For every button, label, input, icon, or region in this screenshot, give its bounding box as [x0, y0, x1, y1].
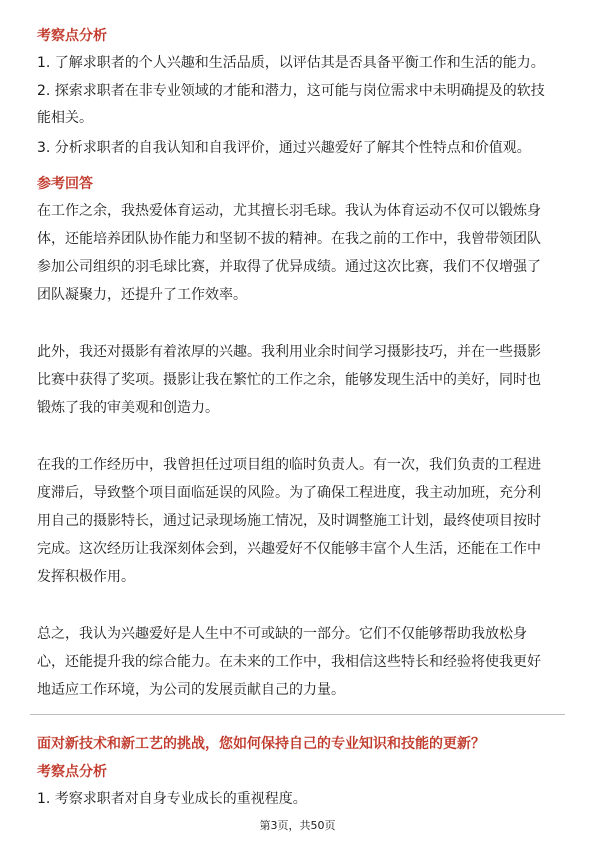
answer-line: 总之，我认为兴趣爱好是人生中不可或缺的一部分。它们不仅能够帮助我放松身 — [37, 626, 527, 642]
answer-line: 比赛中获得了奖项。摄影让我在繁忙的工作之余，能够发现生活中的美好，同时也 — [37, 372, 541, 388]
answer-line: 用自己的摄影特长，通过记录现场施工情况，及时调整施工计划，最终使项目按时 — [37, 513, 541, 529]
analysis-item: 能相关。 — [37, 110, 93, 126]
answer-line: 体，还能培养团队协作能力和坚韧不拔的精神。在我之前的工作中，我曾带领团队 — [37, 231, 541, 247]
answer-line: 心，还能提升我的综合能力。在未来的工作中，我相信这些特长和经验将使我更好 — [37, 654, 541, 670]
answer-line: 在工作之余，我热爱体育运动，尤其擅长羽毛球。我认为体育运动不仅可以锻炼身 — [37, 203, 541, 219]
analysis-item: 1. 了解求职者的个人兴趣和生活品质，以评估其是否具备平衡工作和生活的能力。 — [37, 55, 545, 71]
answer-line: 团队凝聚力，还提升了工作效率。 — [37, 287, 247, 303]
analysis-heading: 考察点分析 — [37, 764, 107, 780]
answer-line: 参加公司组织的羽毛球比赛，并取得了优异成绩。通过这次比赛，我们不仅增强了 — [37, 259, 541, 275]
answer-line: 度滞后，导致整个项目面临延误的风险。为了确保工程进度，我主动加班，充分利 — [37, 485, 541, 501]
analysis-item: 2. 探索求职者在非专业领域的才能和潜力，这可能与岗位需求中未明确提及的软技 — [37, 83, 545, 99]
answer-line: 在我的工作经历中，我曾担任过项目组的临时负责人。有一次，我们负责的工程进 — [37, 457, 541, 473]
answer-line: 发挥积极作用。 — [37, 569, 135, 585]
answer-line: 完成。这次经历让我深刻体会到，兴趣爱好不仅能够丰富个人生活，还能在工作中 — [37, 541, 541, 557]
question-heading: 面对新技术和新工艺的挑战，您如何保持自己的专业知识和技能的更新？ — [37, 736, 485, 752]
answer-line: 此外，我还对摄影有着浓厚的兴趣。我利用业余时间学习摄影技巧，并在一些摄影 — [37, 344, 541, 360]
answer-heading: 参考回答 — [37, 176, 93, 192]
analysis-item: 3. 分析求职者的自我认知和自我评价，通过兴趣爱好了解其个性特点和价值观。 — [37, 140, 531, 156]
analysis-item: 1. 考察求职者对自身专业成长的重视程度。 — [37, 791, 307, 807]
analysis-heading: 考察点分析 — [37, 28, 107, 44]
section-divider — [30, 714, 565, 715]
answer-line: 锻炼了我的审美观和创造力。 — [37, 400, 219, 416]
page-footer: 第3页，共50页 — [259, 819, 336, 832]
answer-line: 地适应工作环境，为公司的发展贡献自己的力量。 — [37, 682, 345, 698]
